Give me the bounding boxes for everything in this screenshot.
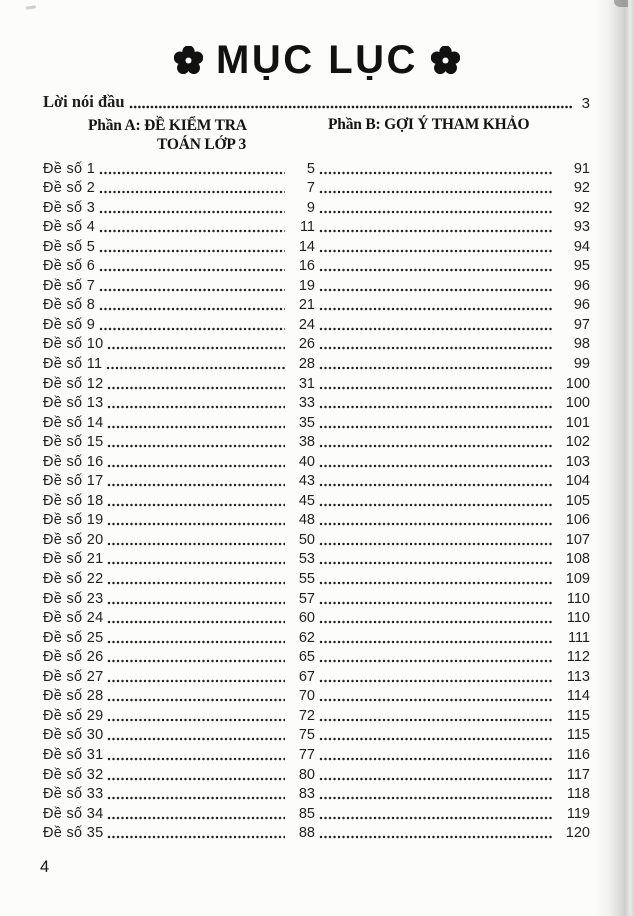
entry-label: Đề số 29: [43, 707, 104, 724]
entry-page-b: 113: [566, 668, 590, 685]
dot-leader: [319, 777, 552, 781]
entry-page-b: 103: [565, 453, 590, 470]
entry-label: Đề số 21: [43, 551, 104, 568]
toc-row-part-a: [43, 297, 315, 313]
dot-leader: [107, 757, 285, 761]
dot-leader: [99, 327, 285, 331]
entry-page-a: 75: [298, 727, 315, 744]
entry-page-b: 100: [565, 375, 590, 392]
toc-row-part-a: [43, 336, 315, 352]
dot-leader: [319, 640, 552, 644]
dot-leader: [319, 659, 552, 663]
dot-leader: [319, 327, 552, 331]
entry-page-a: 62: [298, 629, 315, 646]
dot-leader: [319, 288, 552, 292]
entry-page-a: 5: [306, 160, 315, 177]
toc-row-part-a: [43, 806, 315, 822]
dot-leader: [319, 386, 552, 390]
dot-leader: [99, 171, 285, 175]
entry-label: Đề số 20: [43, 531, 104, 548]
entry-page-b: 97: [573, 316, 590, 333]
entry-page-a: 24: [298, 316, 315, 333]
entry-label: Đề số 18: [43, 492, 104, 509]
toc-row: [43, 294, 590, 314]
entry-page-b: 99: [573, 356, 590, 373]
toc-row-part-a: [43, 591, 315, 607]
dot-leader: [99, 229, 285, 233]
toc-row-part-a: [43, 219, 315, 235]
toc-row-part-a: [43, 512, 315, 528]
dot-leader: [107, 425, 285, 429]
dot-leader: [319, 229, 552, 233]
toc-row: [43, 372, 590, 392]
dot-leader: [107, 581, 285, 585]
entry-label: Đề số 5: [43, 238, 96, 255]
toc-row-part-a: [43, 161, 315, 177]
toc-row-part-a: [43, 669, 315, 685]
dot-leader: [107, 503, 285, 507]
entry-page-b: 119: [566, 805, 590, 822]
entry-label: Đề số 14: [43, 414, 104, 431]
entry-page-a: 67: [298, 668, 315, 685]
dot-leader: [319, 757, 552, 761]
dot-leader: [319, 522, 552, 526]
scan-artifact: [26, 5, 36, 9]
entry-label: Đề số 35: [43, 825, 104, 842]
entry-label: Đề số 12: [43, 375, 104, 392]
entry-page-b: 105: [565, 492, 590, 509]
dot-leader: [319, 503, 552, 507]
toc-row: [43, 763, 590, 783]
toc-row-part-a: [43, 532, 315, 548]
dot-leader: [107, 640, 285, 644]
entry-page-b: 107: [565, 531, 590, 548]
entry-page-b: 95: [573, 258, 590, 275]
toc-row: [43, 489, 590, 509]
entry-label: Đề số 26: [43, 649, 104, 666]
dot-leader: [319, 307, 552, 311]
dot-leader: [129, 105, 572, 109]
toc-row-part-a: [43, 317, 315, 333]
entry-page-a: 21: [298, 297, 315, 314]
toc-row-part-a: [43, 395, 315, 411]
toc-row: [43, 333, 590, 353]
dot-leader: [107, 346, 285, 350]
toc-row: [43, 509, 590, 529]
dot-leader: [319, 581, 552, 585]
entry-page-b: 96: [573, 277, 590, 294]
toc-row-part-a: [43, 825, 315, 841]
toc-row: [43, 548, 590, 568]
toc-row: [43, 724, 590, 744]
dot-leader: [319, 542, 552, 546]
entry-label: Đề số 11: [43, 356, 103, 373]
entry-page-b: 109: [565, 571, 590, 588]
entry-label: Đề số 8: [43, 297, 96, 314]
dot-leader: [107, 777, 285, 781]
toc-row: [43, 646, 590, 666]
entry-page-a: 77: [298, 746, 315, 763]
toc-row: [43, 255, 590, 275]
dot-leader: [319, 346, 552, 350]
dot-leader: [319, 718, 552, 722]
entry-page-a: 53: [298, 551, 315, 568]
toc-row-part-a: [43, 239, 315, 255]
toc-row: [43, 313, 590, 333]
entry-page-a: 72: [298, 707, 315, 724]
dot-leader: [107, 718, 285, 722]
entry-label: Đề số 16: [43, 453, 104, 470]
entry-page-a: 19: [298, 277, 315, 294]
footer-page-number: 4: [40, 858, 50, 876]
entry-label: Đề số 33: [43, 786, 104, 803]
dot-leader: [319, 620, 552, 624]
dot-leader: [107, 796, 285, 800]
toc-rows: [43, 157, 590, 841]
entry-label: Đề số 23: [43, 590, 104, 607]
entry-page-a: 57: [298, 590, 315, 607]
preface-row: [43, 91, 590, 112]
entry-page-a: 50: [298, 531, 315, 548]
toc-row-part-a: [43, 473, 315, 489]
dot-leader: [107, 522, 285, 526]
toc-row-part-a: [43, 278, 315, 294]
entry-page-a: 28: [298, 356, 315, 373]
dot-leader: [319, 601, 552, 605]
dot-leader: [107, 542, 285, 546]
dot-leader: [319, 698, 552, 702]
dot-leader: [107, 835, 285, 839]
toc-row: [43, 411, 590, 431]
entry-label: Đề số 27: [43, 668, 104, 685]
entry-label: Đề số 30: [43, 727, 104, 744]
dot-leader: [319, 483, 552, 487]
toc-row-part-a: [43, 688, 315, 704]
toc-row-part-a: [43, 727, 315, 743]
dot-leader: [319, 444, 552, 448]
toc-row: [43, 392, 590, 412]
entry-label: Đề số 7: [43, 277, 96, 294]
toc-row: [43, 274, 590, 294]
toc-row: [43, 177, 590, 197]
dot-leader: [107, 444, 285, 448]
entry-page-b: 110: [566, 610, 590, 627]
entry-page-b: 120: [565, 825, 590, 842]
entry-label: Đề số 32: [43, 766, 104, 783]
page-title-row: [0, 38, 634, 82]
toc-row-part-a: [43, 454, 315, 470]
dot-leader: [107, 659, 285, 663]
dot-leader: [107, 561, 285, 565]
dot-leader: [99, 268, 285, 272]
entry-page-b: 94: [573, 238, 590, 255]
dot-leader: [107, 464, 285, 468]
entry-page-a: 43: [298, 473, 315, 490]
entry-page-a: 38: [298, 434, 315, 451]
flower-icon: [431, 46, 460, 75]
preface-page-number: 3: [581, 95, 590, 112]
toc-row-part-a: [43, 200, 315, 216]
entry-page-a: 14: [298, 238, 315, 255]
entry-label: Đề số 28: [43, 688, 104, 705]
dot-leader: [319, 816, 552, 820]
entry-page-a: 88: [298, 825, 315, 842]
dot-leader: [107, 620, 285, 624]
entry-page-b: 92: [573, 199, 590, 216]
entry-label: Đề số 34: [43, 805, 104, 822]
dot-leader: [107, 483, 285, 487]
toc-row-part-a: [43, 649, 315, 665]
entry-page-b: 115: [566, 707, 590, 724]
entry-page-b: 112: [566, 649, 590, 666]
toc-row-part-a: [43, 708, 315, 724]
toc-row: [43, 665, 590, 685]
entry-label: Đề số 4: [43, 219, 96, 236]
entry-page-b: 96: [573, 297, 590, 314]
dot-leader: [319, 737, 552, 741]
entry-page-a: 48: [298, 512, 315, 529]
toc-row: [43, 607, 590, 627]
entry-page-a: 40: [298, 453, 315, 470]
entry-page-a: 7: [306, 180, 315, 197]
dot-leader: [319, 835, 552, 839]
part-b-header: Phần B: GỢI Ý THAM KHẢO: [328, 116, 530, 133]
entry-page-b: 111: [567, 629, 590, 646]
entry-label: Đề số 31: [43, 746, 104, 763]
entry-page-a: 31: [298, 375, 315, 392]
entry-page-b: 114: [566, 688, 590, 705]
page-title: MỤC LỤC: [216, 38, 418, 82]
entry-label: Đề số 17: [43, 473, 104, 490]
dot-leader: [107, 405, 285, 409]
entry-label: Đề số 9: [43, 316, 96, 333]
dot-leader: [319, 679, 552, 683]
dot-leader: [319, 561, 552, 565]
entry-page-a: 85: [298, 805, 315, 822]
dot-leader: [319, 464, 552, 468]
entry-page-a: 11: [299, 219, 315, 236]
entry-page-b: 104: [565, 473, 590, 490]
toc-row: [43, 235, 590, 255]
part-a-header-line1: Phần A: ĐỀ KIỂM TRA: [88, 117, 247, 134]
toc-row: [43, 802, 590, 822]
toc-row-part-a: [43, 415, 315, 431]
toc-row: [43, 470, 590, 490]
dot-leader: [107, 601, 285, 605]
toc-row-part-a: [43, 551, 315, 567]
entry-label: Đề số 3: [43, 199, 96, 216]
dot-leader: [319, 171, 552, 175]
entry-page-b: 108: [565, 551, 590, 568]
toc-row: [43, 216, 590, 236]
entry-label: Đề số 22: [43, 571, 104, 588]
entry-page-a: 55: [298, 571, 315, 588]
entry-page-b: 106: [565, 512, 590, 529]
toc-row-part-a: [43, 180, 315, 196]
toc-row-part-a: [43, 376, 315, 392]
toc-row-part-a: [43, 747, 315, 763]
toc-row: [43, 685, 590, 705]
dot-leader: [319, 405, 552, 409]
entry-page-b: 91: [573, 160, 590, 177]
entry-page-b: 98: [573, 336, 590, 353]
dot-leader: [99, 288, 285, 292]
scan-artifact: [614, 0, 628, 7]
entry-label: Đề số 13: [43, 395, 104, 412]
dot-leader: [99, 210, 285, 214]
entry-label: Đề số 10: [43, 336, 104, 353]
toc-row: [43, 626, 590, 646]
dot-leader: [319, 190, 552, 194]
dot-leader: [106, 366, 285, 370]
dot-leader: [319, 210, 552, 214]
toc-row-part-a: [43, 493, 315, 509]
entry-page-b: 101: [565, 414, 590, 431]
dot-leader: [99, 249, 285, 253]
entry-page-b: 110: [566, 590, 590, 607]
entry-label: Đề số 25: [43, 629, 104, 646]
entry-label: Đề số 2: [43, 180, 96, 197]
flower-icon: [174, 46, 203, 75]
dot-leader: [107, 816, 285, 820]
entry-page-b: 116: [566, 746, 590, 763]
entry-page-a: 70: [298, 688, 315, 705]
entry-page-a: 60: [298, 610, 315, 627]
dot-leader: [319, 796, 552, 800]
toc-row: [43, 587, 590, 607]
entry-page-a: 45: [298, 492, 315, 509]
dot-leader: [99, 307, 285, 311]
entry-page-a: 83: [298, 786, 315, 803]
toc-row: [43, 567, 590, 587]
entry-page-a: 16: [298, 258, 315, 275]
dot-leader: [107, 737, 285, 741]
entry-page-a: 80: [298, 766, 315, 783]
toc-row: [43, 431, 590, 451]
entry-page-a: 65: [298, 649, 315, 666]
toc-row: [43, 822, 590, 842]
dot-leader: [107, 679, 285, 683]
toc-row: [43, 704, 590, 724]
toc-row: [43, 528, 590, 548]
dot-leader: [319, 249, 552, 253]
entry-page-b: 115: [566, 727, 590, 744]
toc-row-part-a: [43, 630, 315, 646]
dot-leader: [319, 366, 552, 370]
entry-page-b: 92: [573, 180, 590, 197]
part-a-header-line2: TOÁN LỚP 3: [157, 136, 247, 153]
dot-leader: [99, 190, 285, 194]
toc-row-part-a: [43, 571, 315, 587]
toc-row-part-a: [43, 258, 315, 274]
page-edge-shadow: [594, 0, 634, 916]
toc-row: [43, 783, 590, 803]
toc-row-part-a: [43, 356, 315, 372]
entry-label: Đề số 19: [43, 512, 104, 529]
entry-page-a: 33: [298, 395, 315, 412]
entry-page-a: 35: [298, 414, 315, 431]
preface-label: Lời nói đầu: [43, 92, 125, 111]
toc-row-part-a: [43, 786, 315, 802]
entry-page-b: 100: [565, 395, 590, 412]
entry-label: Đề số 24: [43, 610, 104, 627]
entry-page-b: 118: [566, 786, 590, 803]
toc-row-part-a: [43, 767, 315, 783]
dot-leader: [319, 268, 552, 272]
dot-leader: [107, 386, 285, 390]
entry-page-b: 93: [573, 219, 590, 236]
entry-label: Đề số 6: [43, 258, 96, 275]
toc-row: [43, 196, 590, 216]
toc-row: [43, 157, 590, 177]
toc-row: [43, 743, 590, 763]
dot-leader: [107, 698, 285, 702]
entry-page-a: 26: [298, 336, 315, 353]
toc-row: [43, 352, 590, 372]
entry-page-b: 117: [566, 766, 590, 783]
entry-page-a: 9: [306, 199, 315, 216]
dot-leader: [319, 425, 552, 429]
entry-label: Đề số 15: [43, 434, 104, 451]
entry-label: Đề số 1: [43, 160, 96, 177]
entry-page-b: 102: [565, 434, 590, 451]
toc-row-part-a: [43, 434, 315, 450]
toc-row-part-a: [43, 610, 315, 626]
toc-row: [43, 450, 590, 470]
